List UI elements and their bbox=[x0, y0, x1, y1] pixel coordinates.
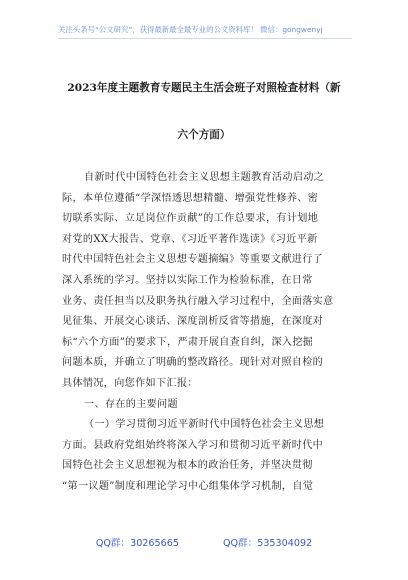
body-line: 深入系统的学习。坚持以实际工作为检验标准，在日常 bbox=[62, 274, 313, 286]
body-line: 对党的XX大报告、党章、《习近平著作选读》《习近平新 bbox=[62, 233, 318, 245]
body-line: 问题本质，并确立了明确的整改路径。现针对对照自检的 bbox=[62, 357, 324, 369]
document-body bbox=[62, 168, 354, 498]
footer-qq-group-2: QQ群：535304092 bbox=[222, 538, 313, 549]
body-line: 具体情况，向您作如下汇报： bbox=[62, 377, 198, 389]
document-title-line-1: 2023年度主题教育专题民主生活会班子对照检查材料（新 bbox=[67, 82, 341, 94]
section-heading: 一、存在的主要问题 bbox=[84, 398, 178, 410]
promo-header: 关注头条号“公文研究”，获得最新最全最专业的公文资料库！ 微信：gongwenyj bbox=[58, 25, 323, 34]
body-line: 际，本单位遵循“学深悟透思想精髓、增强党性修养、密 bbox=[62, 192, 319, 204]
body-line: 见征集、开展交心谈话、深度剖析反省等措施，在深度对 bbox=[62, 316, 324, 328]
document-title-line-2: 六个方面） bbox=[177, 129, 231, 141]
body-line: 自新时代中国特色社会主义思想主题教育活动启动之 bbox=[84, 172, 325, 183]
body-line: 切联系实际、立足岗位作贡献”的工作总要求，有计划地 bbox=[62, 213, 319, 225]
body-line: 国特色社会主义思想视为根本的政治任务，并坚决贯彻 bbox=[62, 460, 313, 472]
body-line: 标“六个方面”的要求下，严肃开展自查自纠，深入挖掘 bbox=[62, 336, 314, 348]
subsection-heading: （一）学习贯彻习近平新时代中国特色社会主义思想 bbox=[84, 419, 325, 431]
body-line: 方面。县政府党组始终将深入学习和贯彻习近平新时代中 bbox=[62, 439, 324, 451]
body-line: 时代中国特色社会主义思想专题摘编》等重要文献进行了 bbox=[62, 254, 324, 266]
body-line: 业务、责任担当以及职务执行融入学习过程中，全面落实意 bbox=[62, 295, 334, 307]
body-line: “第一议题”制度和理论学习中心组集体学习机制，自觉 bbox=[62, 480, 314, 492]
header-divider bbox=[58, 38, 352, 39]
footer-contact bbox=[0, 538, 408, 550]
footer-qq-group-1: QQ群：30265665 bbox=[95, 538, 179, 549]
